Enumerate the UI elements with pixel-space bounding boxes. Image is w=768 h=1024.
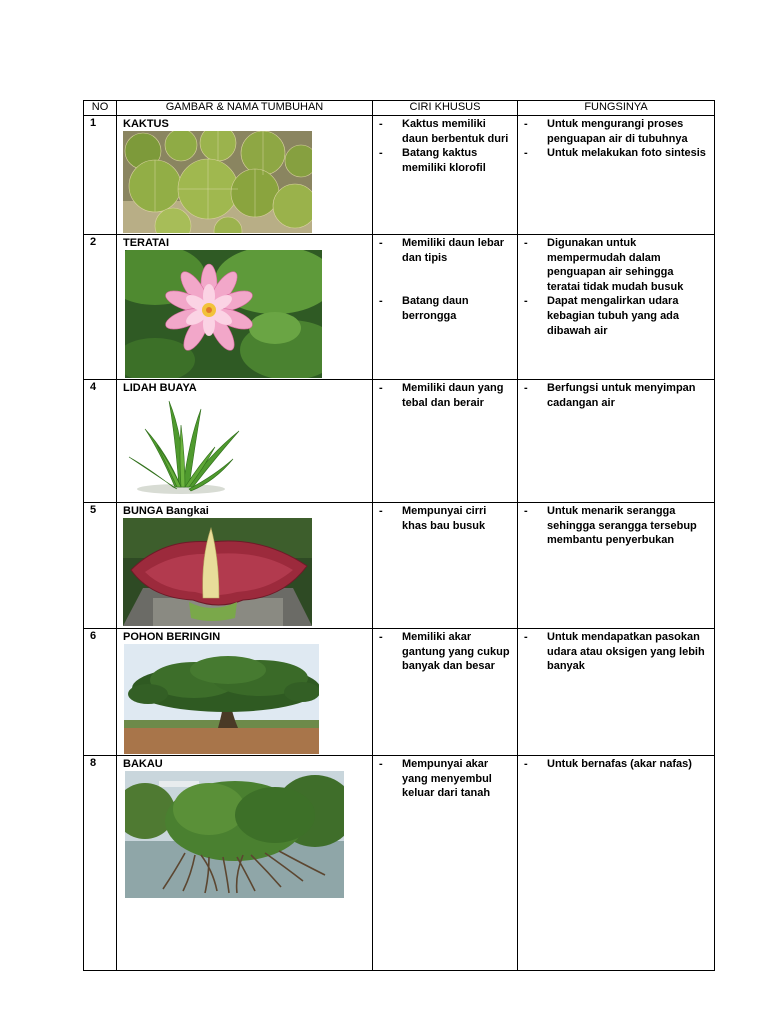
trait-item: - Mempunyai akar yang menyembul keluar dari tanah xyxy=(379,757,511,801)
function-list xyxy=(524,757,708,772)
plant-cell xyxy=(117,629,373,756)
trait-item: - Kaktus memiliki daun berbentuk duri xyxy=(379,117,511,146)
function-item: - Berfungsi untuk menyimpan cadangan air xyxy=(524,381,708,410)
plant-table xyxy=(83,100,715,971)
function-item: - Untuk melakukan foto sintesis xyxy=(524,146,708,161)
function-item: - Untuk mengurangi proses penguapan air di tubuhnya xyxy=(524,117,708,146)
mangrove-photo xyxy=(125,771,344,898)
row-number: 6 xyxy=(84,629,117,756)
row-number: 5 xyxy=(84,503,117,629)
row-number: 8 xyxy=(84,756,117,971)
plant-cell xyxy=(117,756,373,971)
plant-name: LIDAH BUAYA xyxy=(123,382,197,394)
function-list xyxy=(524,381,708,410)
table-row xyxy=(84,116,715,235)
trait-cell xyxy=(373,380,518,503)
trait-cell xyxy=(373,629,518,756)
row-number: 4 xyxy=(84,380,117,503)
plant-cell xyxy=(117,116,373,235)
table-row xyxy=(84,235,715,380)
trait-list xyxy=(379,630,511,674)
trait-item: - Memiliki daun yang tebal dan berair xyxy=(379,381,511,410)
plant-name: KAKTUS xyxy=(123,118,169,130)
trait-list xyxy=(379,504,511,533)
plant-cell xyxy=(117,380,373,503)
table-row xyxy=(84,629,715,756)
plant-cell xyxy=(117,503,373,629)
plant-name: POHON BERINGIN xyxy=(123,631,221,643)
trait-list xyxy=(379,757,511,801)
trait-cell xyxy=(373,503,518,629)
trait-list xyxy=(379,381,511,410)
table-row xyxy=(84,503,715,629)
header-row xyxy=(84,101,715,116)
function-cell xyxy=(518,629,715,756)
plant-cell xyxy=(117,235,373,380)
trait-cell xyxy=(373,235,518,380)
table-row xyxy=(84,380,715,503)
function-cell xyxy=(518,503,715,629)
trait-item: - Batang daun berrongga xyxy=(379,294,511,323)
function-item: - Untuk bernafas (akar nafas) xyxy=(524,757,708,772)
plant-name: BAKAU xyxy=(123,758,163,770)
plant-name: BUNGA Bangkai xyxy=(123,505,209,517)
function-item: - Digunakan untuk mempermudah dalam penguapan air sehingga teratai tidak mudah busuk xyxy=(524,236,708,294)
trait-cell xyxy=(373,756,518,971)
cactus-photo xyxy=(123,131,312,233)
trait-cell xyxy=(373,116,518,235)
trait-list xyxy=(379,117,511,175)
function-list xyxy=(524,117,708,161)
header-trait: CIRI KHUSUS xyxy=(373,101,518,116)
plant-name: TERATAI xyxy=(123,237,170,249)
header-no: NO xyxy=(84,101,117,116)
water-lily-photo xyxy=(125,250,322,378)
function-item: - Untuk menarik serangga sehingga serangga tersebup membantu penyerbukan xyxy=(524,504,708,548)
header-plant: GAMBAR & NAMA TUMBUHAN xyxy=(117,101,373,116)
table-row xyxy=(84,756,715,971)
function-item: - Untuk mendapatkan pasokan udara atau oksigen yang lebih banyak xyxy=(524,630,708,674)
function-list xyxy=(524,236,708,338)
row-number: 1 xyxy=(84,116,117,235)
row-number: 2 xyxy=(84,235,117,380)
trait-list xyxy=(379,236,511,323)
function-cell xyxy=(518,756,715,971)
function-list xyxy=(524,504,708,548)
trait-item: - Mempunyai cirri khas bau busuk xyxy=(379,504,511,533)
corpse-flower-photo xyxy=(123,518,312,626)
aloe-vera-photo xyxy=(123,395,253,497)
trait-item: - Memiliki daun lebar dan tipis xyxy=(379,236,511,265)
function-item: - Dapat mengalirkan udara kebagian tubuh yang ada dibawah air xyxy=(524,294,708,338)
trait-item: - Batang kaktus memiliki klorofil xyxy=(379,146,511,175)
trait-item: - Memiliki akar gantung yang cukup banyak dan besar xyxy=(379,630,511,674)
function-cell xyxy=(518,380,715,503)
function-cell xyxy=(518,116,715,235)
function-list xyxy=(524,630,708,674)
banyan-tree-photo xyxy=(124,644,319,754)
function-cell xyxy=(518,235,715,380)
header-function: FUNGSINYA xyxy=(518,101,715,116)
